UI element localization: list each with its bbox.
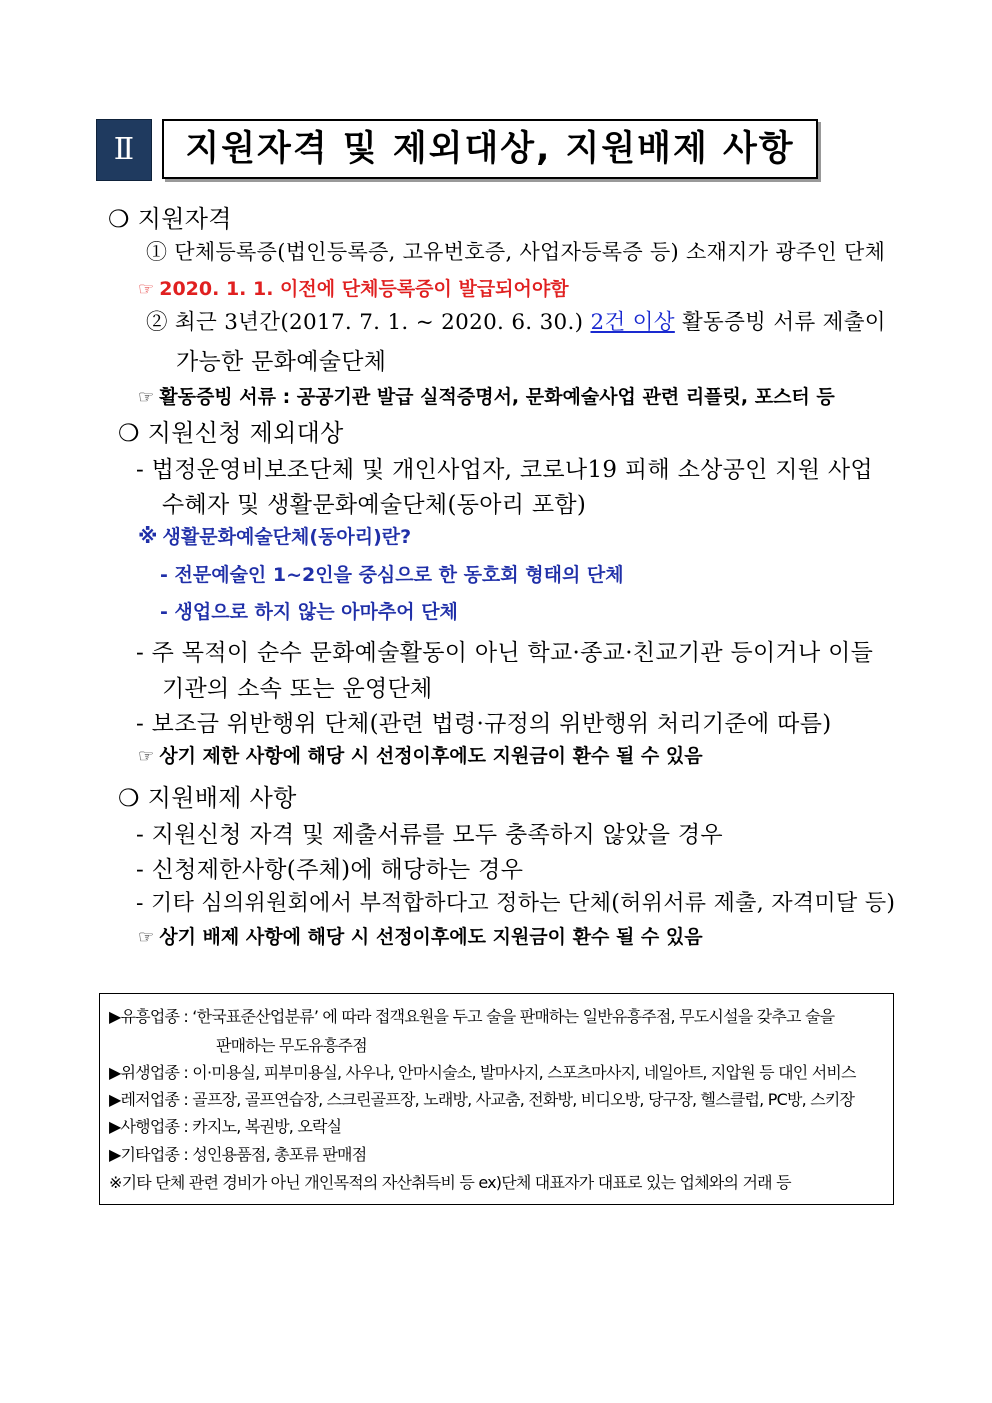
eligibility-heading-row	[108, 199, 232, 234]
exclusion-item-1: - 법정운영비보조단체 및 개인사업자, 코로나19 피해 소상공인 지원 사업	[136, 457, 873, 483]
eligibility-item-2-text: ② 최근 3년간(2017. 7. 1. ~ 2020. 6. 30.)	[146, 310, 584, 335]
rejection-heading-row	[118, 778, 297, 813]
rejection-note-row	[138, 922, 703, 949]
exclusion-note: 상기 제한 사항에 해당 시 선정이후에도 지원금이 환수 될 수 있음	[159, 745, 703, 767]
eligibility-item-2-continued: 가능한 문화예술단체	[176, 349, 387, 375]
exclusion-note-row	[138, 741, 703, 768]
eligibility-note-2: 활동증빙 서류 : 공공기관 발급 실적증명서, 문화예술사업 관련 리플릿, 포스터 등	[159, 386, 835, 408]
reference-item-1: - 전문예술인 1~2인을 중심으로 한 동호회 형태의 단체	[160, 564, 624, 586]
rejection-item-2: - 신청제한사항(주체)에 해당하는 경우	[136, 857, 524, 883]
exclusion-heading: 지원신청 제외대상	[147, 419, 344, 447]
eligibility-item-2-rest: 활동증빙 서류 제출이	[681, 310, 886, 335]
restricted-line-entertainment: ▶유흥업종 : ‘한국표준산업분류’ 에 따라 접객요원을 두고 술을 판매하는 일반유흥주점, 무도시설을 갖추고 술을	[109, 1007, 835, 1026]
exclusion-item-1-continued: 수혜자 및 생활문화예술단체(동아리 포함)	[162, 492, 587, 518]
pointing-hand-icon: ☞	[138, 927, 155, 948]
section-title: 지원자격 및 제외대상, 지원배제 사항	[185, 129, 795, 169]
exclusion-item-2-continued: 기관의 소속 또는 운영단체	[162, 676, 433, 702]
reference-mark-icon: ※	[138, 524, 158, 548]
restricted-line-hygiene: ▶위생업종 : 이·미용실, 피부미용실, 사우나, 안마시술소, 발마사지, 스포츠마사지, 네일아트, 지압원 등 대인 서비스	[109, 1063, 856, 1082]
rejection-note: 상기 배제 사항에 해당 시 선정이후에도 지원금이 환수 될 수 있음	[159, 926, 703, 948]
eligibility-item-2-row	[146, 305, 886, 336]
pointing-hand-icon: ☞	[138, 387, 155, 408]
eligibility-heading: 지원자격	[137, 205, 232, 233]
restricted-line-entertainment-continued: 판매하는 무도유흥주점	[216, 1036, 367, 1055]
exclusion-heading-row	[118, 413, 344, 448]
exclusion-item-2: - 주 목적이 순수 문화예술활동이 아닌 학교·종교·친교기관 등이거나 이들	[136, 640, 874, 666]
pointing-hand-icon: ☞	[138, 746, 155, 767]
eligibility-note-1-row	[138, 274, 569, 301]
rejection-item-1: - 지원신청 자격 및 제출서류를 모두 충족하지 않았을 경우	[136, 822, 723, 848]
eligibility-note-2-row	[138, 382, 835, 409]
eligibility-note-1: 2020. 1. 1. 이전에 단체등록증이 발급되어야함	[159, 278, 569, 300]
eligibility-item-2-highlight: 2건 이상	[590, 310, 675, 335]
exclusion-item-3: - 보조금 위반행위 단체(관련 법령·규정의 위반행위 처리기준에 따름)	[136, 711, 832, 737]
reference-title: 생활문화예술단체(동아리)란?	[162, 526, 412, 548]
reference-item-2: - 생업으로 하지 않는 아마추어 단체	[160, 601, 458, 623]
eligibility-item-1: ① 단체등록증(법인등록증, 고유번호증, 사업자등록증 등) 소재지가 광주인 단체	[146, 240, 886, 264]
rejection-heading: 지원배제 사항	[147, 784, 297, 812]
section-title-box	[162, 119, 818, 179]
restricted-line-gambling: ▶사행업종 : 카지노, 복권방, 오락실	[109, 1117, 342, 1136]
bullet-circle-icon: ❍	[118, 784, 140, 812]
bullet-circle-icon: ❍	[118, 419, 140, 447]
section-number: Ⅱ	[96, 119, 152, 181]
restricted-line-leisure: ▶레저업종 : 골프장, 골프연습장, 스크린골프장, 노래방, 사교춤, 전화방, 비디오방, 당구장, 헬스클럽, PC방, 스키장	[109, 1090, 855, 1109]
restricted-line-note: ※기타 단체 관련 경비가 아닌 개인목적의 자산취득비 등 ex)단체 대표자가 대표로 있는 업체와의 거래 등	[109, 1173, 791, 1192]
reference-row	[138, 522, 411, 549]
restricted-line-other: ▶기타업종 : 성인용품점, 총포류 판매점	[109, 1145, 367, 1164]
rejection-item-3: - 기타 심의위원회에서 부적합하다고 정하는 단체(허위서류 제출, 자격미달 등)	[136, 891, 896, 916]
restricted-industries-box	[99, 993, 894, 1205]
pointing-hand-icon: ☞	[138, 279, 155, 300]
bullet-circle-icon: ❍	[108, 205, 130, 233]
